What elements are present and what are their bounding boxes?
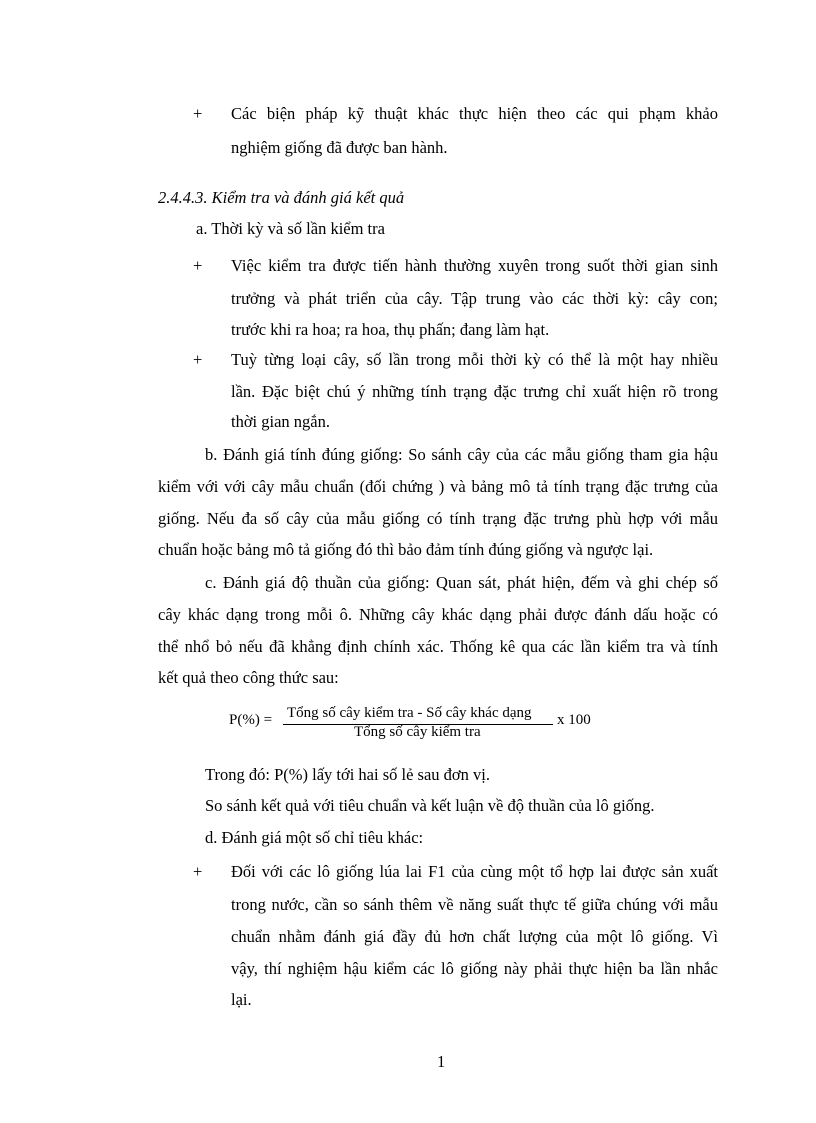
paragraph-line: lần. Đặc biệt chú ý những tính trạng đặc trưng chỉ xuất hiện rõ trong: [231, 382, 718, 401]
paragraph-line: Các biện pháp kỹ thuật khác thực hiện theo các qui phạm khảo: [231, 104, 718, 123]
paragraph-line: vậy, thí nghiệm hậu kiểm các lô giống này phải thực hiện ba lần nhắc: [231, 959, 718, 978]
paragraph-line: cây khác dạng trong mỗi ô. Những cây khác dạng phải được đánh dấu hoặc có: [158, 605, 718, 624]
bullet-marker: +: [193, 350, 203, 369]
paragraph-line: trưởng và phát triển của cây. Tập trung vào các thời kỳ: cây con;: [231, 289, 718, 308]
subheading-d: d. Đánh giá một số chỉ tiêu khác:: [205, 828, 424, 847]
formula-lhs: P(%) =: [229, 712, 273, 728]
paragraph-line: trong nước, cần so sánh thêm về năng suất thực tế giữa chúng với mẫu: [231, 895, 718, 914]
paragraph-line: nghiệm giống đã được ban hành.: [231, 138, 448, 157]
paragraph-line: giống. Nếu đa số cây của mẫu giống có tính trạng đặc trưng phù hợp với mẫu: [158, 509, 718, 528]
paragraph-line: lại.: [231, 990, 252, 1009]
formula-denominator: Tổng số cây kiểm tra: [354, 724, 481, 740]
paragraph-line: chuẩn nhằm đánh giá đầy đủ hơn chất lượng của một lô giống. Vì: [231, 927, 718, 946]
paragraph-line: thời gian ngắn.: [231, 412, 330, 431]
bullet-marker: +: [193, 256, 203, 275]
section-heading: 2.4.4.3. Kiểm tra và đánh giá kết quả: [158, 188, 405, 207]
formula-note: Trong đó: P(%) lấy tới hai số lẻ sau đơn vị.: [205, 765, 490, 784]
subheading-a: a. Thời kỳ và số lần kiểm tra: [196, 219, 385, 238]
paragraph-line: c. Đánh giá độ thuần của giống: Quan sát, phát hiện, đếm và ghi chép số: [205, 573, 718, 592]
paragraph-line: Việc kiểm tra được tiến hành thường xuyên trong suốt thời gian sinh: [231, 256, 718, 275]
bullet-marker: +: [193, 862, 203, 881]
paragraph-line: trước khi ra hoa; ra hoa, thụ phấn; đang làm hạt.: [231, 320, 550, 339]
paragraph-line: kiểm với với cây mẫu chuẩn (đối chứng ) và bảng mô tả tính trạng đặc trưng của: [158, 477, 718, 496]
paragraph-line: kết quả theo công thức sau:: [158, 668, 339, 687]
paragraph-line: chuẩn hoặc bảng mô tả giống đó thì bảo đảm tính đúng giống và ngược lại.: [158, 540, 654, 559]
page-number: 1: [437, 1052, 446, 1071]
formula-rhs: x 100: [557, 712, 591, 728]
formula-numerator: Tổng số cây kiểm tra - Số cây khác dạng: [287, 705, 532, 721]
paragraph-line: b. Đánh giá tính đúng giống: So sánh cây của các mẫu giống tham gia hậu: [205, 445, 718, 464]
paragraph-line: Đối với các lô giống lúa lai F1 của cùng một tổ hợp lai được sản xuất: [231, 862, 718, 881]
paragraph-line: So sánh kết quả với tiêu chuẩn và kết luận về độ thuần của lô giống.: [205, 796, 655, 815]
bullet-marker: +: [193, 104, 203, 123]
paragraph-line: thể nhổ bỏ nếu đã khẳng định chính xác. Thống kê qua các lần kiểm tra và tính: [158, 637, 718, 656]
paragraph-line: Tuỳ từng loại cây, số lần trong mỗi thời kỳ có thể là một hay nhiều: [231, 350, 718, 369]
